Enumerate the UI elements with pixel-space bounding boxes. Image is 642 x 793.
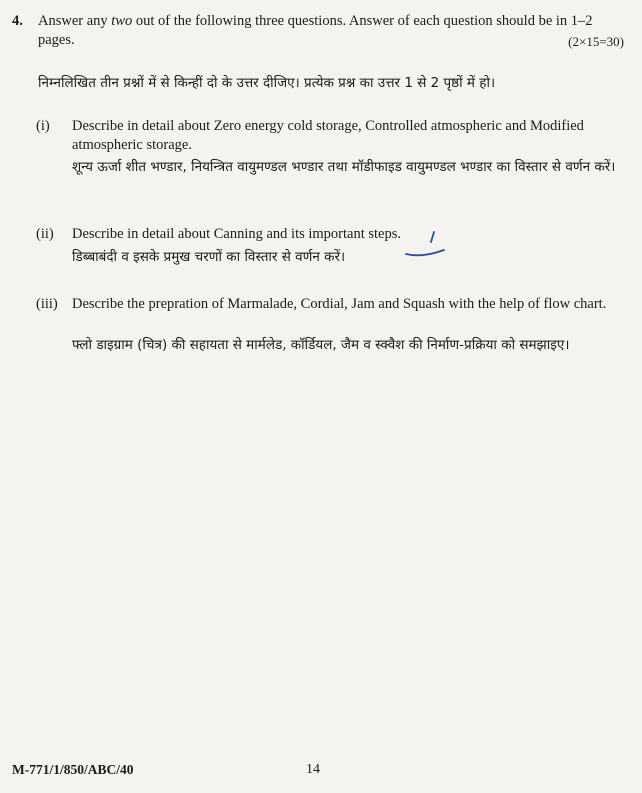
page-number: 14 <box>306 762 320 777</box>
subquestion-text-en: Describe the prepration of Marmalade, Cordial, Jam and Squash with the help of flow chart. <box>72 296 607 312</box>
subquestion-number: (i) <box>36 118 50 134</box>
question-instruction-hi: निम्नलिखित तीन प्रश्नों में से किन्हीं दो के उत्तर दीजिए। प्रत्येक प्रश्न का उत्तर 1 से 2 पृष्ठों में हो। <box>38 75 496 91</box>
subquestion-text-en: Describe in detail about Canning and its important steps. <box>72 226 402 242</box>
paper-code: M-771/1/850/ABC/40 <box>12 762 134 777</box>
pen-tick-mark-icon <box>400 228 450 262</box>
subquestion-number: (ii) <box>36 226 54 242</box>
subquestion-text-hi: डिब्बाबंदी व इसके प्रमुख चरणों का विस्तार से वर्णन करें। <box>72 249 346 265</box>
subquestion-text-hi: शून्य ऊर्जा शीत भण्डार, नियन्त्रित वायुमण्डल भण्डार तथा मॉडीफाइड वायुमण्डल भण्डार का विस्तार से वर्णन करें। <box>72 159 616 175</box>
subquestion-text-hi: फ्लो डाइग्राम (चित्र) की सहायता से मार्मलेड, कॉर्डियल, जैम व स्क्वैश की निर्माण-प्रक्रिया को समझाइए। <box>72 337 570 353</box>
question-marks: (2×15=30) <box>568 34 624 49</box>
subquestion-text-en: Describe in detail about Zero energy cold storage, Controlled atmospheric and Modified atmospheric storage. <box>72 118 584 153</box>
question-number: 4. <box>12 13 23 29</box>
subquestion-number: (iii) <box>36 296 58 312</box>
question-instruction-en: Answer any two out of the following three questions. Answer of each question should be in 1–2 pages. <box>38 13 593 48</box>
